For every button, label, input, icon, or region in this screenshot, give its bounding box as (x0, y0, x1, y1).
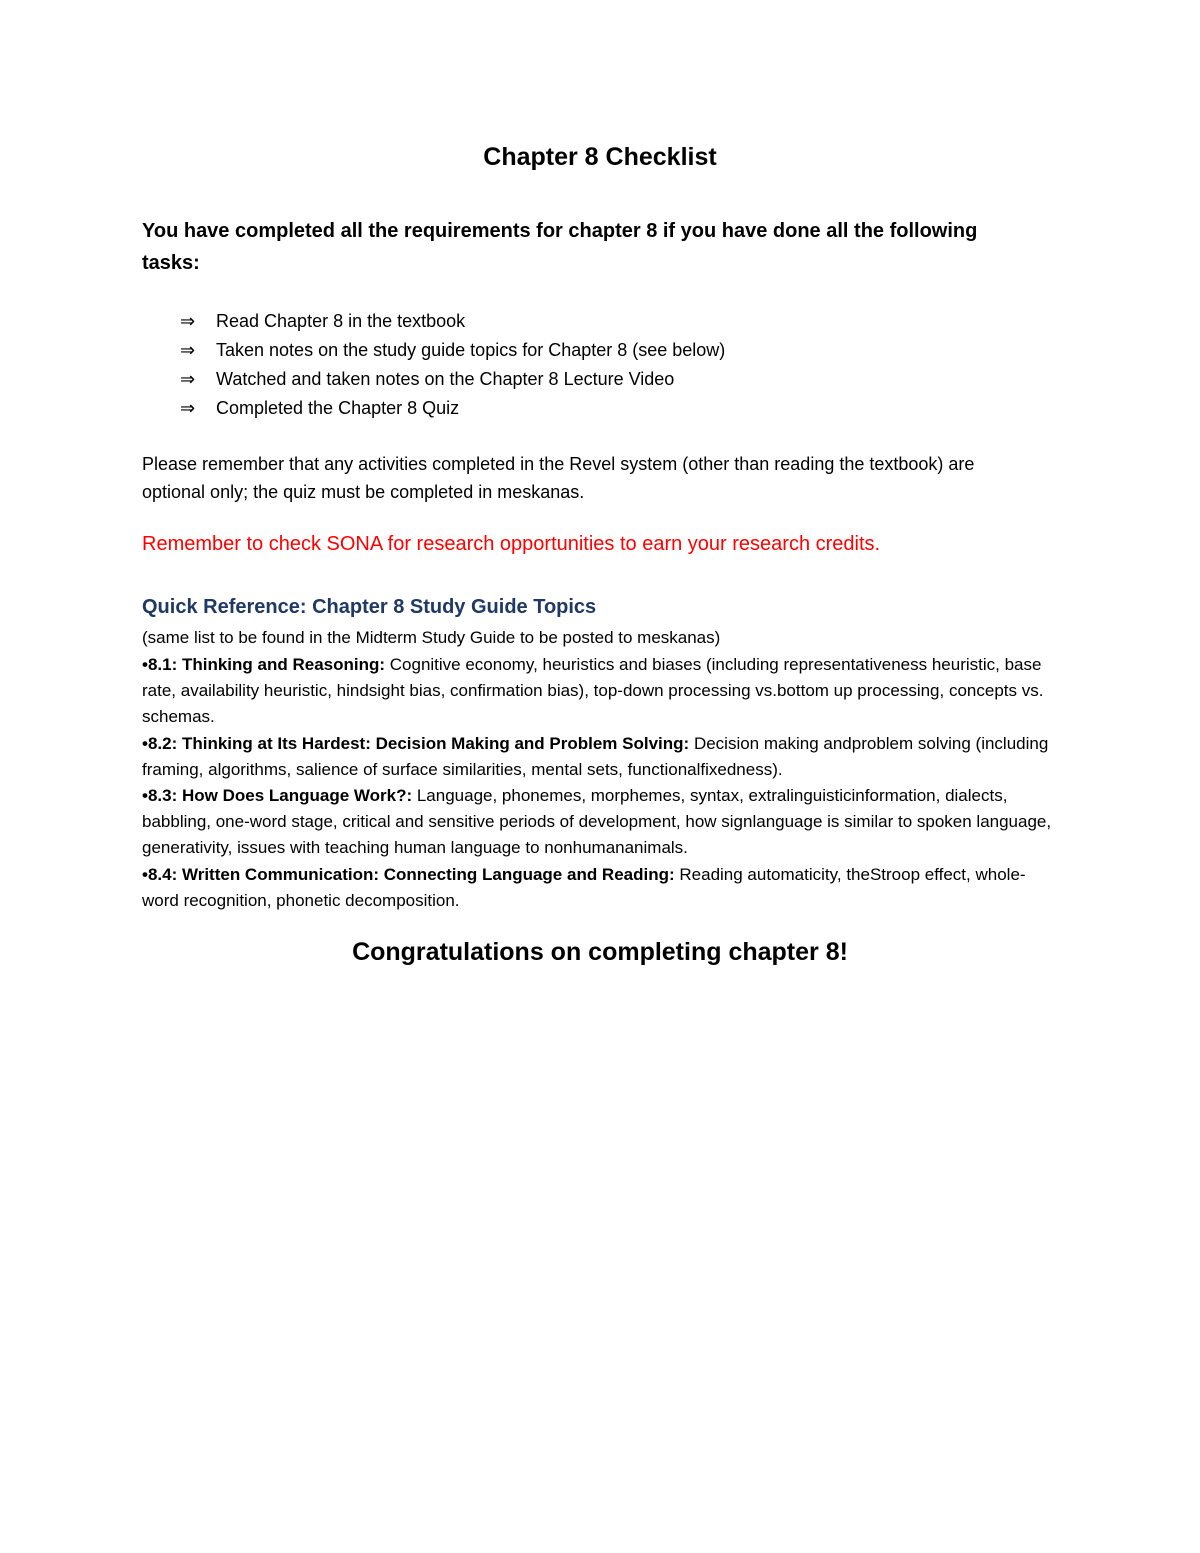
topic-heading: •8.4: Written Communication: Connecting Language and Reading: (142, 864, 675, 884)
topic-item (142, 652, 1062, 731)
arrow-icon: ⇒ (180, 311, 196, 332)
list-item (180, 307, 725, 336)
topic-heading: •8.1: Thinking and Reasoning: (142, 655, 386, 674)
sona-reminder: Remember to check SONA for research opportunities to earn your research credits. (142, 533, 881, 555)
list-item (180, 394, 725, 423)
task-list (180, 307, 725, 423)
task-label: Watched and taken notes on the Chapter 8 Lecture Video (216, 369, 675, 389)
quick-reference-heading: Quick Reference: Chapter 8 Study Guide Topics (142, 596, 597, 618)
topic-heading: •8.3: How Does Language Work?: (142, 786, 413, 806)
topic-body: Reading automaticity, theStroop effect, whole-word recognition, phonetic decomposition. (142, 864, 1026, 910)
arrow-icon: ⇒ (180, 398, 196, 419)
congratulations-message: Congratulations on completing chapter 8! (352, 938, 848, 966)
topic-item (142, 783, 1062, 862)
topic-item (142, 731, 1062, 783)
topic-heading: •8.2: Thinking at Its Hardest: Decision Making and Problem Solving: (142, 733, 690, 753)
study-guide-topics (142, 652, 1062, 914)
topic-body: Cognitive economy, heuristics and biases (including representativeness heuristic, base rate, availability heuristic, hindsight bias, confirmation bias), top-down processing vs.bottom up processing, concepts vs. schemas. (142, 655, 1044, 727)
topic-body: Decision making andproblem solving (including framing, algorithms, salience of surface similarities, mental sets, functionalfixedness). (142, 733, 1049, 779)
revel-reminder: Please remember that any activities completed in the Revel system (other than reading the textbook) are optional only; the quiz must be completed in meskanas. (142, 454, 975, 502)
topic-body: Language, phonemes, morphemes, syntax, extralinguisticinformation, dialects, babbling, one-word stage, critical and sensitive periods of development, how signlanguage is similar to spoken language, generativity, issues with teaching human language to nonhumananimals. (142, 786, 1052, 858)
quick-reference-note: (same list to be found in the Midterm Study Guide to be posted to meskanas) (142, 628, 721, 647)
list-item (180, 365, 725, 394)
task-label: Taken notes on the study guide topics for Chapter 8 (see below) (216, 340, 726, 360)
task-label: Read Chapter 8 in the textbook (216, 311, 466, 331)
arrow-icon: ⇒ (180, 340, 196, 361)
topic-item (142, 862, 1062, 914)
task-label: Completed the Chapter 8 Quiz (216, 398, 460, 418)
arrow-icon: ⇒ (180, 369, 196, 390)
list-item (180, 336, 725, 365)
page-title: Chapter 8 Checklist (483, 143, 717, 171)
intro-text: You have completed all the requirements for chapter 8 if you have done all the following tasks: (142, 220, 978, 274)
